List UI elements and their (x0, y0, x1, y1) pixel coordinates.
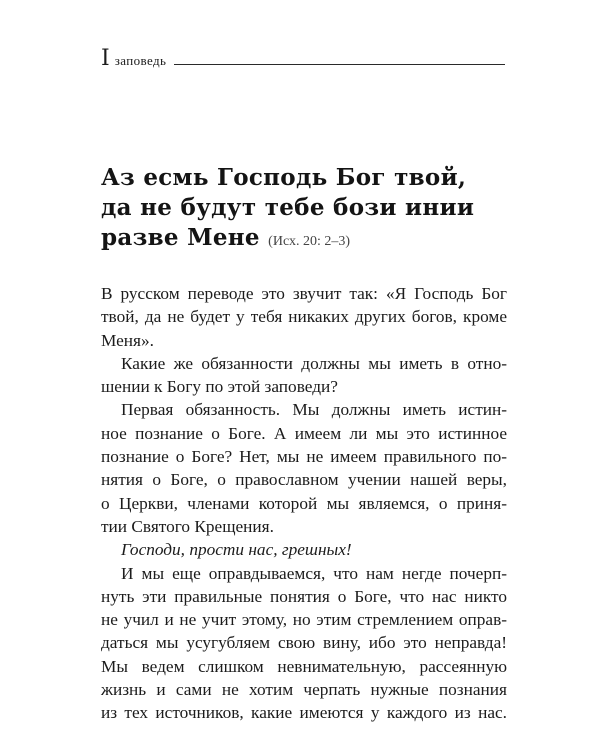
paragraph-line: нуть эти правильные понятия о Боге, что нас никто (101, 586, 507, 606)
paragraph-line: Первая обязанность. Мы должны иметь истин- (121, 400, 507, 420)
paragraph-line: не учил и не учит этому, но этим стремлением оправ- (101, 610, 507, 630)
paragraph-line: из тех источников, какие имеются у каждого из нас. (101, 703, 507, 723)
body-text (101, 282, 507, 725)
chapter-word: заповедь (114, 53, 167, 68)
paragraph-line: Какие же обязанности должны мы иметь в отно- (121, 353, 507, 373)
header-rule (174, 64, 505, 65)
paragraph-line: даться мы усугубляем свою вину, ибо это неправда! (101, 633, 507, 653)
commandment-title (101, 163, 521, 257)
paragraph-line: ное познание о Боге. А имеем ли мы это истинное (101, 423, 507, 443)
paragraph-line: познание о Боге? Нет, мы не имеем правильного по- (101, 447, 507, 467)
paragraph-line: Меня». (101, 330, 154, 350)
title-line-text: разве Мене (101, 224, 260, 251)
paragraph-line: твой, да не будет у тебя никаких других богов, кроме (101, 307, 507, 327)
paragraph-line: тии Святого Крещения. (101, 516, 274, 536)
title-line: Аз есмь Господь Бог твой, (101, 164, 467, 191)
title-line-last (101, 223, 521, 257)
chapter-number: I (101, 46, 110, 71)
title-line: да не будут тебе бози инии (101, 194, 475, 221)
paragraph-line: нятия о Боге, о православном учении нашей веры, (101, 470, 507, 490)
paragraph-line: И мы еще оправдываемся, что нам негде почерп- (121, 563, 507, 583)
paragraph-line: шении к Богу по этой заповеди? (101, 377, 338, 397)
paragraph-line: о Церкви, членами которой мы являемся, о приня- (101, 493, 507, 513)
paragraph-line: В русском переводе это звучит так: «Я Господь Бог (101, 284, 507, 303)
paragraph-line: Мы ведем слишком невнимательную, рассеянную (101, 656, 507, 676)
scripture-reference: (Исх. 20: 2–3) (268, 234, 351, 249)
running-header (101, 46, 505, 70)
paragraph-line: жизнь и сами не хотим черпать нужные познания (101, 680, 507, 700)
paragraph-line-italic: Господи, прости нас, грешных! (121, 540, 352, 560)
